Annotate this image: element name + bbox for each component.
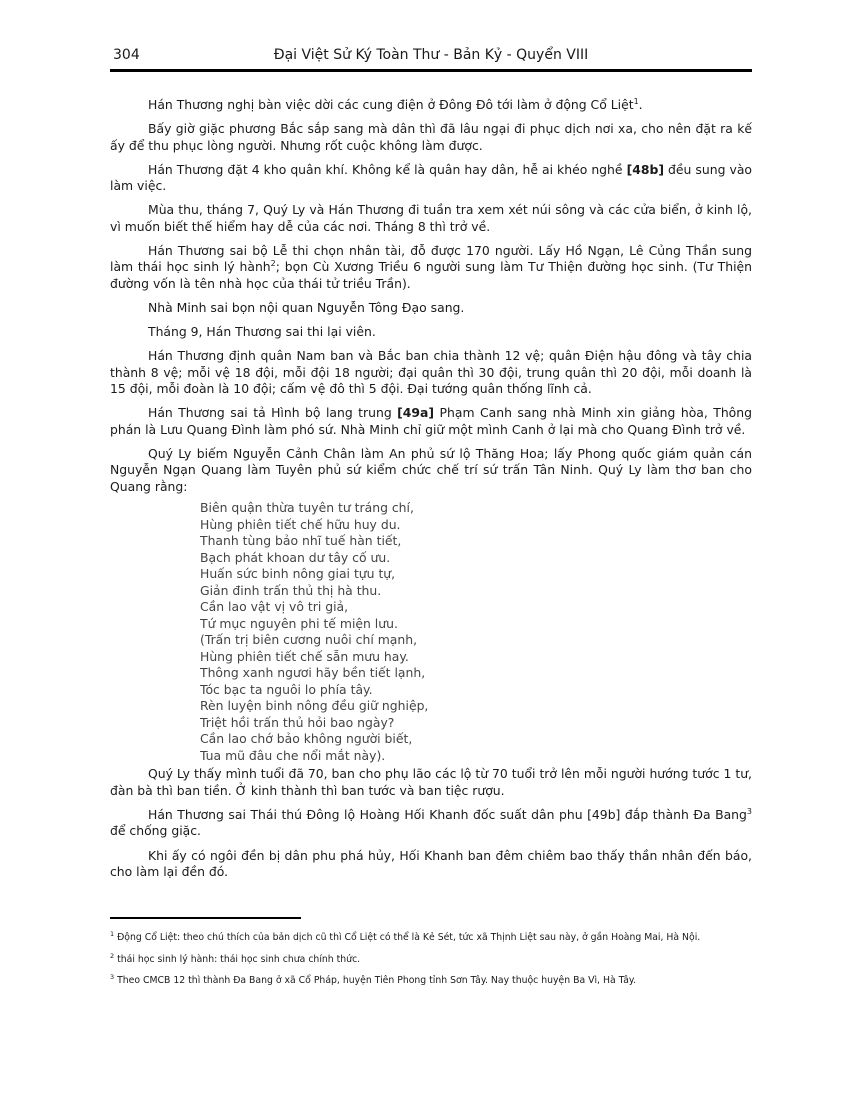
footnote: $^1$ Động Cổ Liệt: theo chú thích của bản dịch cũ thì Cổ Liệt có thể là Kẻ Sét, tức xã Thịnh Liệt sau này, ở gần Hoàng Mai, Hà Nội. bbox=[110, 929, 701, 943]
footnote: $^3$ Theo CMCB 12 thì thành Đa Bang ở xã Cổ Pháp, huyện Tiên Phong tỉnh Sơn Tây. Nay thuộc huyện Ba Vì, Hà Tây. bbox=[110, 972, 637, 986]
paragraph: Quý Ly biếm Nguyễn Cảnh Chân làm An phủ sứ lộ Thăng Hoa; lấy Phong quốc giám quản cán Nguyễn Ngạn Quang làm Tuyên phủ sứ kiểm chức chế trí sứ trấn Tân Ninh. Quý Ly làm thơ ban cho Quang rằng: bbox=[110, 446, 752, 494]
poem-line: Bạch phát khoan dư tây cố ưu. bbox=[200, 549, 391, 565]
footnotes bbox=[110, 931, 752, 996]
page-header bbox=[110, 47, 752, 67]
poem-line: Tua mũ đâu che nổi mắt này). bbox=[200, 747, 386, 763]
folio-marker: [48b] bbox=[626, 161, 665, 177]
paragraph: Mùa thu, tháng 7, Quý Ly và Hán Thương đi tuần tra xem xét núi sông và các cửa biển, ở kinh lộ, vì muốn biết thế hiểm hay dễ của các nơi. Tháng 8 thì trở về. bbox=[110, 202, 752, 234]
poem-line: Tứ mục nguyên phi tế miện lưu. bbox=[200, 615, 398, 631]
body-text bbox=[110, 97, 752, 888]
paragraph: Tháng 9, Hán Thương sai thi lại viên. bbox=[148, 324, 376, 340]
paragraph: Hán Thương nghị bàn việc dời các cung điện ở Đông Đô tới làm ở động Cổ Liệt$^1$. bbox=[148, 96, 643, 112]
poem-line: (Trấn trị biên cương nuôi chí mạnh, bbox=[200, 632, 418, 648]
footnote-ref[interactable]: 3 bbox=[746, 806, 752, 816]
footnote-ref[interactable]: 1 bbox=[633, 96, 639, 106]
poem-line: Thông xanh ngươi hãy bền tiết lạnh, bbox=[200, 665, 426, 681]
folio-marker: [49a] bbox=[397, 405, 435, 421]
paragraph: Hán Thương sai tả Hình bộ lang trung [49a] Phạm Canh sang nhà Minh xin giảng hòa, Thông phán là Lưu Quang Đình làm phó sứ. Nhà Minh chỉ giữ một mình Canh ở lại mà cho Quang Đình trở về. bbox=[110, 405, 752, 437]
running-title: Đại Việt Sử Ký Toàn Thư - Bản Kỷ - Quyển VIII bbox=[273, 47, 589, 63]
paragraph: Quý Ly thấy mình tuổi đã 70, ban cho phụ lão các lộ từ 70 tuổi trở lên mỗi người hướng tước 1 tư, đàn bà thì ban tiền. Ở kinh thành thì ban tước và ban tiệc rượu. bbox=[110, 766, 752, 798]
footnote: $^2$ thái học sinh lý hành: thái học sinh chưa chính thức. bbox=[110, 951, 361, 965]
poem-line: Huấn sức binh nông giai tựu tự, bbox=[200, 566, 396, 582]
poem-line: Tóc bạc ta nguôi lo phía tây. bbox=[200, 681, 373, 697]
paragraph: Hán Thương đặt 4 kho quân khí. Không kể là quân hay dân, hễ ai khéo nghề [48b] đều sung vào làm việc. bbox=[110, 161, 752, 194]
poem-line: Triệt hồi trấn thủ hỏi bao ngày? bbox=[200, 714, 395, 730]
poem-line: Rèn luyện binh nông đều giữ nghiệp, bbox=[200, 698, 429, 714]
paragraph: Hán Thương định quân Nam ban và Bắc ban chia thành 12 vệ; quân Điện hậu đông và tây chia thành 8 vệ; mỗi vệ 18 đội, mỗi đội 18 người; đại quân thì 30 đội, trung quân thì 20 đội, mỗi doanh là 15 đội, mỗi đoàn là 10 đội; cấm vệ đô thì 5 đội. Đại tướng quân thống lĩnh cả. bbox=[110, 348, 752, 397]
poem-line: Hùng phiên tiết chế hữu huy du. bbox=[200, 516, 401, 532]
footnote-separator bbox=[110, 917, 301, 919]
poem-line: Thanh tùng bảo nhĩ tuế hàn tiết, bbox=[200, 533, 402, 549]
paragraph: Hán Thương sai bộ Lễ thi chọn nhân tài, đỗ được 170 người. Lấy Hồ Ngạn, Lê Củng Thần sung làm thái học sinh lý hành$^2$; bọn Cù Xương Triều 6 người sung làm Tư Thiện đường học sinh. (Tư Thiện đường vốn là tên nhà học của thái tử triều Trần). bbox=[110, 243, 753, 291]
poem-line: Cần lao chớ bảo không người biết, bbox=[200, 731, 413, 747]
header-rule bbox=[110, 69, 752, 72]
paragraph: Khi ấy có ngôi đền bị dân phu phá hủy, Hối Khanh ban đêm chiêm bao thấy thần nhân đến báo, cho làm lại đền đó. bbox=[110, 847, 752, 879]
paragraph: Hán Thương sai Thái thú Đông lộ Hoàng Hối Khanh đốc suất dân phu [49b] đắp thành Đa Bang$^3$ để chống giặc. bbox=[110, 806, 752, 839]
paragraph: Nhà Minh sai bọn nội quan Nguyễn Tông Đạo sang. bbox=[148, 300, 465, 316]
footnote-ref[interactable]: 2 bbox=[270, 259, 276, 269]
poem-line: Biên quận thừa tuyên tư tráng chí, bbox=[200, 500, 414, 516]
poem bbox=[200, 500, 752, 764]
paragraph: Bấy giờ giặc phương Bắc sắp sang mà dân thì đã lâu ngại đi phục dịch nơi xa, cho nên đặt ra kế ấy để thu phục lòng người. Nhưng rốt cuộc không làm được. bbox=[110, 121, 752, 153]
page-number: 304 bbox=[113, 47, 140, 63]
poem-line: Hùng phiên tiết chế sẵn mưu hay. bbox=[200, 648, 409, 664]
poem-line: Giản đinh trấn thủ thị hà thu. bbox=[200, 582, 382, 598]
poem-line: Cần lao vật vị vô tri giả, bbox=[200, 599, 349, 615]
